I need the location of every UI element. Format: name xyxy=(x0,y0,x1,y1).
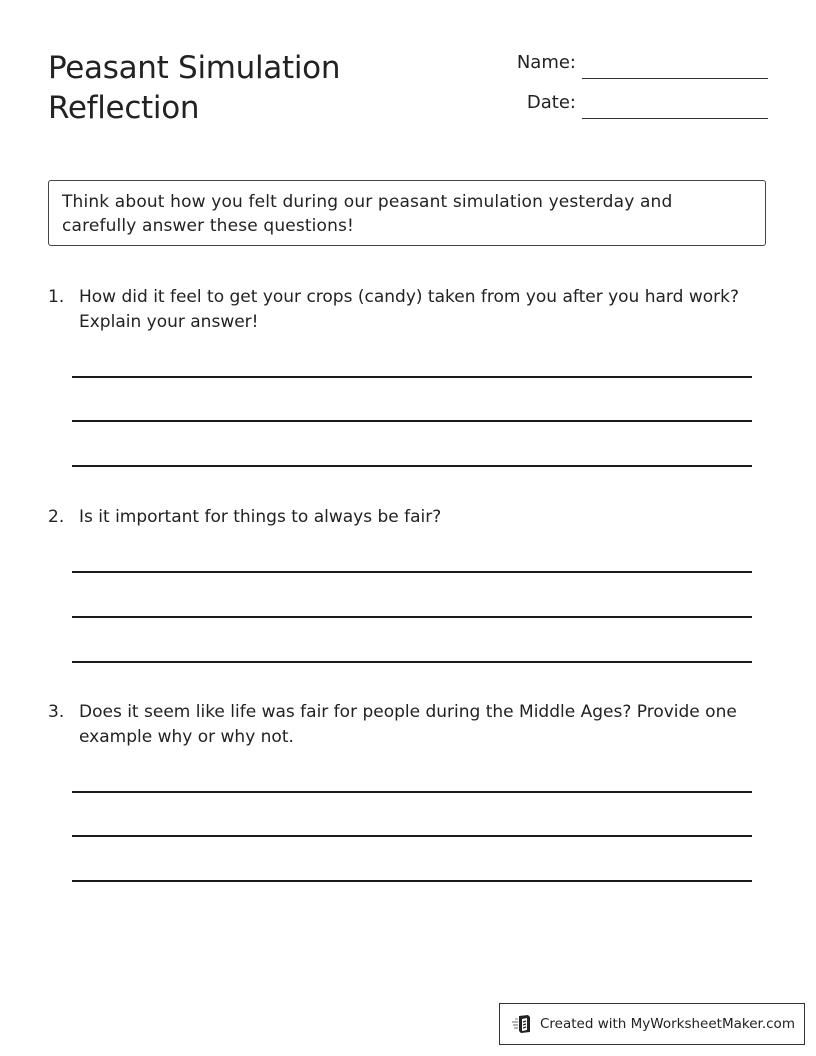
instructions-text: Think about how you felt during our peasant simulation yesterday and carefully answer these questions! xyxy=(62,192,673,236)
question-3 xyxy=(48,700,773,750)
question-text: Is it important for things to always be fair? xyxy=(79,507,442,527)
date-field-row xyxy=(500,88,768,118)
name-field-row xyxy=(500,48,768,78)
title-line-1: Peasant Simulation xyxy=(48,50,341,86)
instructions-box xyxy=(48,180,766,246)
question-1 xyxy=(48,285,773,335)
question-number: 1. xyxy=(48,287,65,307)
question-number: 3. xyxy=(48,702,65,722)
name-field[interactable] xyxy=(582,78,768,79)
answer-line[interactable] xyxy=(72,571,752,573)
answer-line[interactable] xyxy=(72,880,752,882)
date-label: Date: xyxy=(526,92,576,113)
footer-text: Created with MyWorksheetMaker.com xyxy=(540,1016,795,1032)
footer-credit[interactable] xyxy=(499,1003,805,1045)
question-text: How did it feel to get your crops (candy) taken from you after you hard work? Explain your answer! xyxy=(79,287,739,332)
worksheet-maker-logo-icon xyxy=(511,1014,533,1034)
page-title xyxy=(48,48,340,128)
answer-line[interactable] xyxy=(72,791,752,793)
answer-line[interactable] xyxy=(72,376,752,378)
answer-line[interactable] xyxy=(72,465,752,467)
question-text: Does it seem like life was fair for people during the Middle Ages? Provide one example why or why not. xyxy=(79,702,737,747)
answer-line[interactable] xyxy=(72,420,752,422)
title-line-2: Reflection xyxy=(48,90,200,126)
answer-line[interactable] xyxy=(72,616,752,618)
name-label: Name: xyxy=(516,52,576,73)
date-field[interactable] xyxy=(582,118,768,119)
answer-line[interactable] xyxy=(72,835,752,837)
answer-line[interactable] xyxy=(72,661,752,663)
question-2 xyxy=(48,505,773,530)
question-number: 2. xyxy=(48,507,65,527)
